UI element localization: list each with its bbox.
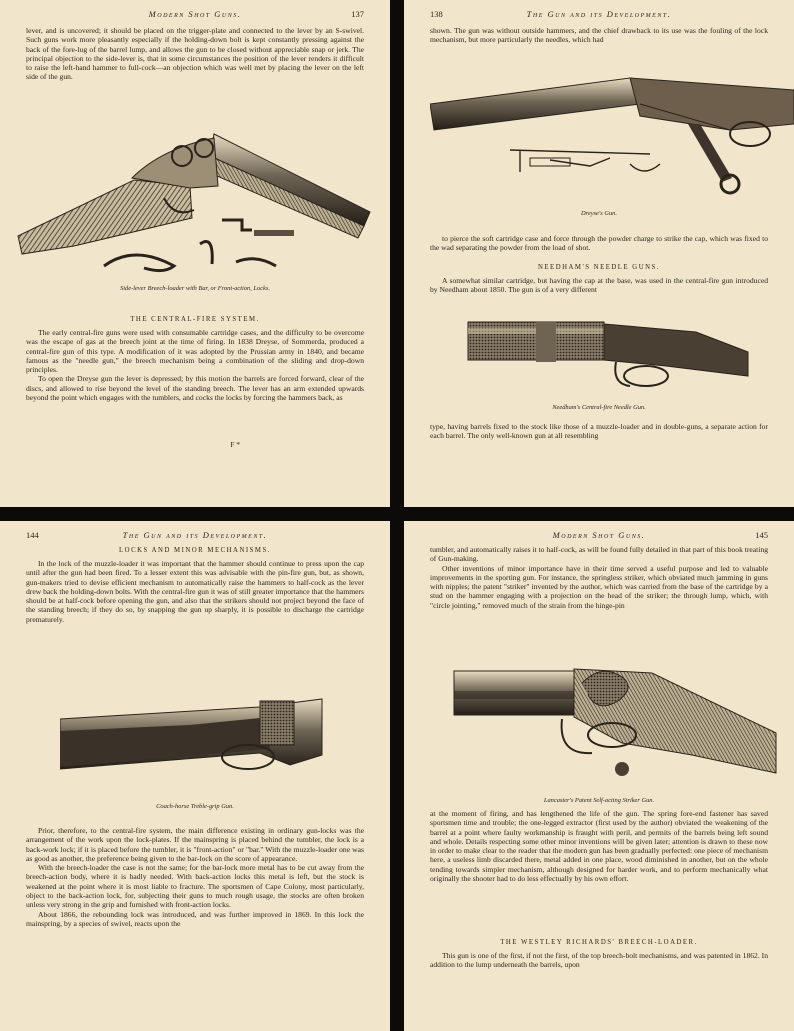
running-head: The Gun and its Development. xyxy=(122,530,268,540)
paragraph xyxy=(26,826,364,928)
page-number: 144 xyxy=(26,530,39,540)
figure-caption: Lancaster's Patent Self-acting Striker Gun. xyxy=(543,797,655,804)
paragraph-text: lever, and is uncovered; it should be placed on the trigger-plate and connected to the lever by an S-swivel. Such guns work more pleasantly especially if the holding-down bolt is kept constantly pressing against the back of the fore-lug of the barrel lump, and allows the gun to be closed without appreciable snap or jerk. The principal objection to the side-lever is, that in some circumstances the position of the lever renders it difficult to raise the left-hand hammer to full-cock—an objection which was well met by placing the lever on the left side of the gun. xyxy=(26,26,364,82)
paragraph-text: Other inventions of minor importance have in their time served a useful purpose and led to valuable improvements in the sporting gun. For instance, the springless striker, which obviated much jamming in guns with nipples; the patent "striker" invented by the author, which was carried from the base of the cartridge by a stud on the hammer engaging with a projection on the head of the striker; the through lump, which, with "circle jointing," removed much of the strain from the hinge-pin xyxy=(430,563,768,610)
paragraph-text: type, having barrels fixed to the stock like those of a muzzle-loader and in double-guns, a separate action for each barrel. The only well-known gun at all resembling xyxy=(430,422,768,441)
figure-caption: Side-lever Breech-loader with Bar, or Front-action, Locks. xyxy=(120,285,270,292)
paragraph xyxy=(430,422,768,441)
paragraph-text: With the breech-loader the case is not the same; for the bar-lock more metal has to be cut away from the breech-action body, where it is badly needed. With back-action locks this metal is left, but the stock is weakened at the point where it is most liable to fracture. The sportsmen of Cape Colony, most particularly, object to the back-action lock, for, subjecting their guns to much rough usage, the stocks are often broken unless very strong in the grip and furnished with front-action locks. xyxy=(26,863,364,910)
paragraph xyxy=(430,809,768,883)
section-title: NEEDHAM'S NEEDLE GUNS. xyxy=(537,264,660,271)
paragraph-text: A somewhat similar cartridge, but having the cap at the base, was used in the central-fire gun introduced by Needham about 1850. The gun is of a very different xyxy=(430,276,768,295)
paragraph-text: The early central-fire guns were used with consumable cartridge cases, and the difficulty to be overcome was the escape of gas at the breech joint at the time of firing. In 1838 Dreyse, of Sommerda, produced a central-fire gun of this type. A modification of it was adopted by the Prussian army in 1840, and became famous as the "needle gun," the breech mechanism being a combination of the sliding and drop-down principles. xyxy=(26,328,364,375)
paragraph xyxy=(430,951,768,970)
striker-gun-illustration xyxy=(452,663,778,793)
paragraph-text: tumbler, and automatically raises it to half-cock, as will be found fully detailed in that part of this book treating of Gun-making. xyxy=(430,545,768,564)
page-header xyxy=(430,530,768,544)
page-number: 138 xyxy=(430,9,443,19)
page-number: 137 xyxy=(351,9,364,19)
paragraph-text: shown. The gun was without outside hammers, and the chief drawback to its use was the fouling of the lock mechanism, but more particularly the needles, which had xyxy=(430,26,768,45)
paragraph-text: Prior, therefore, to the central-fire system, the main difference existing in ordinary gun-locks was the arrangement of the work upon the lock-plates. If the mainspring is placed behind the tumbler, the lock is a back-work lock; if it is placed before the tumbler, it is "front-action" or "bar." With the muzzle-loader one was as good as another, the preference being given to the bar-lock on the score of appearance. xyxy=(26,826,364,863)
dreyse-gun-illustration xyxy=(430,64,794,204)
running-head: The Gun and its Development. xyxy=(526,9,672,19)
figure-caption: Dreyse's Gun. xyxy=(581,210,617,217)
paragraph xyxy=(26,26,364,82)
running-head: Modern Shot Guns. xyxy=(148,9,242,19)
paragraph xyxy=(430,545,768,610)
page-138 xyxy=(404,0,794,507)
signature-mark: F * xyxy=(230,440,240,449)
section-title: THE WESTLEY RICHARDS' BREECH-LOADER. xyxy=(500,939,698,946)
paragraph-text: To open the Dreyse gun the lever is depressed; by this motion the barrels are forced forward, clear of the discs, and allowed to rise beyond the level of the standing breech. The lever has an arm extended upwards beyond the point which engages with the tumblers, and cocks the locks by forcing the hammers back, as xyxy=(26,374,364,403)
paragraph xyxy=(430,276,768,295)
page-number: 145 xyxy=(755,530,768,540)
page-144 xyxy=(0,521,390,1031)
paragraph-text: In the lock of the muzzle-loader it was important that the hammer should continue to press upon the cap until after the gun had been fired. To a lesser extent this was advisable with the pin-fire gun, but, as shown, gun-makers tried to devise efficient mechanism to automatically raise the hammers to half-cock as the lever drew back the holding-down bolts. With the central-fire gun it was of still greater importance that the hammers should be at half-cock before opening the gun, and also that the strikers should not project beyond the face of the standing breech; if they do so, by snapping the gun up sharply, it is possible to discharge the cartridge prematurely. xyxy=(26,559,364,624)
page-header xyxy=(26,9,364,23)
figure-caption: Coach-horse Treble-grip Gun. xyxy=(156,803,234,810)
paragraph-text: About 1866, the rebounding lock was introduced, and was further improved in 1869. In this lock the mainspring, by a species of swivel, reacts upon the xyxy=(26,909,364,928)
running-head: Modern Shot Guns. xyxy=(552,530,646,540)
paragraph xyxy=(26,559,364,624)
paragraph-text: at the moment of firing, and has lengthened the life of the gun. The spring fore-end fastener has saved sportsmen time and trouble; the one-legged extractor (first used by the author) obviated the weakening of the barrel at a point where faulty workmanship is fraught with peril, and permits of the barrels being left sound and whole. Details respecting some other minor inventions will be given later; attention is drawn to these now in order to make clear to the reader that the modern gun has been gradually perfected: one piece of mechanism here, a useless limb discarded there, metal added in one place, wood diminished in another, but on the whole tending towards simpler mechanism, although designed for harder work, and to perform mechanically what originally the shooter had to do less effectually by his own effort. xyxy=(430,809,768,884)
paragraph xyxy=(430,234,768,253)
paragraph-text: This gun is one of the first, if not the first, of the top breech-bolt mechanisms, and was patented in 1862. In addition to the lump underneath the barrels, upon xyxy=(430,951,768,970)
section-title: THE CENTRAL-FIRE SYSTEM. xyxy=(130,316,260,323)
side-lever-gun-illustration xyxy=(14,126,374,284)
page-137 xyxy=(0,0,390,507)
paragraph xyxy=(26,328,364,402)
paragraph xyxy=(430,26,768,45)
page-145 xyxy=(404,521,794,1031)
page-header xyxy=(430,9,768,23)
figure-caption: Needham's Central-fire Needle Gun. xyxy=(552,404,646,411)
page-header xyxy=(26,530,364,544)
needham-gun-illustration xyxy=(466,318,750,404)
treble-grip-gun-illustration xyxy=(60,695,324,787)
paragraph-text: to pierce the soft cartridge case and force through the powder charge to strike the cap, which was fixed to the wad separating the powder from the load of shot. xyxy=(430,234,768,253)
section-title: LOCKS AND MINOR MECHANISMS. xyxy=(119,547,271,554)
